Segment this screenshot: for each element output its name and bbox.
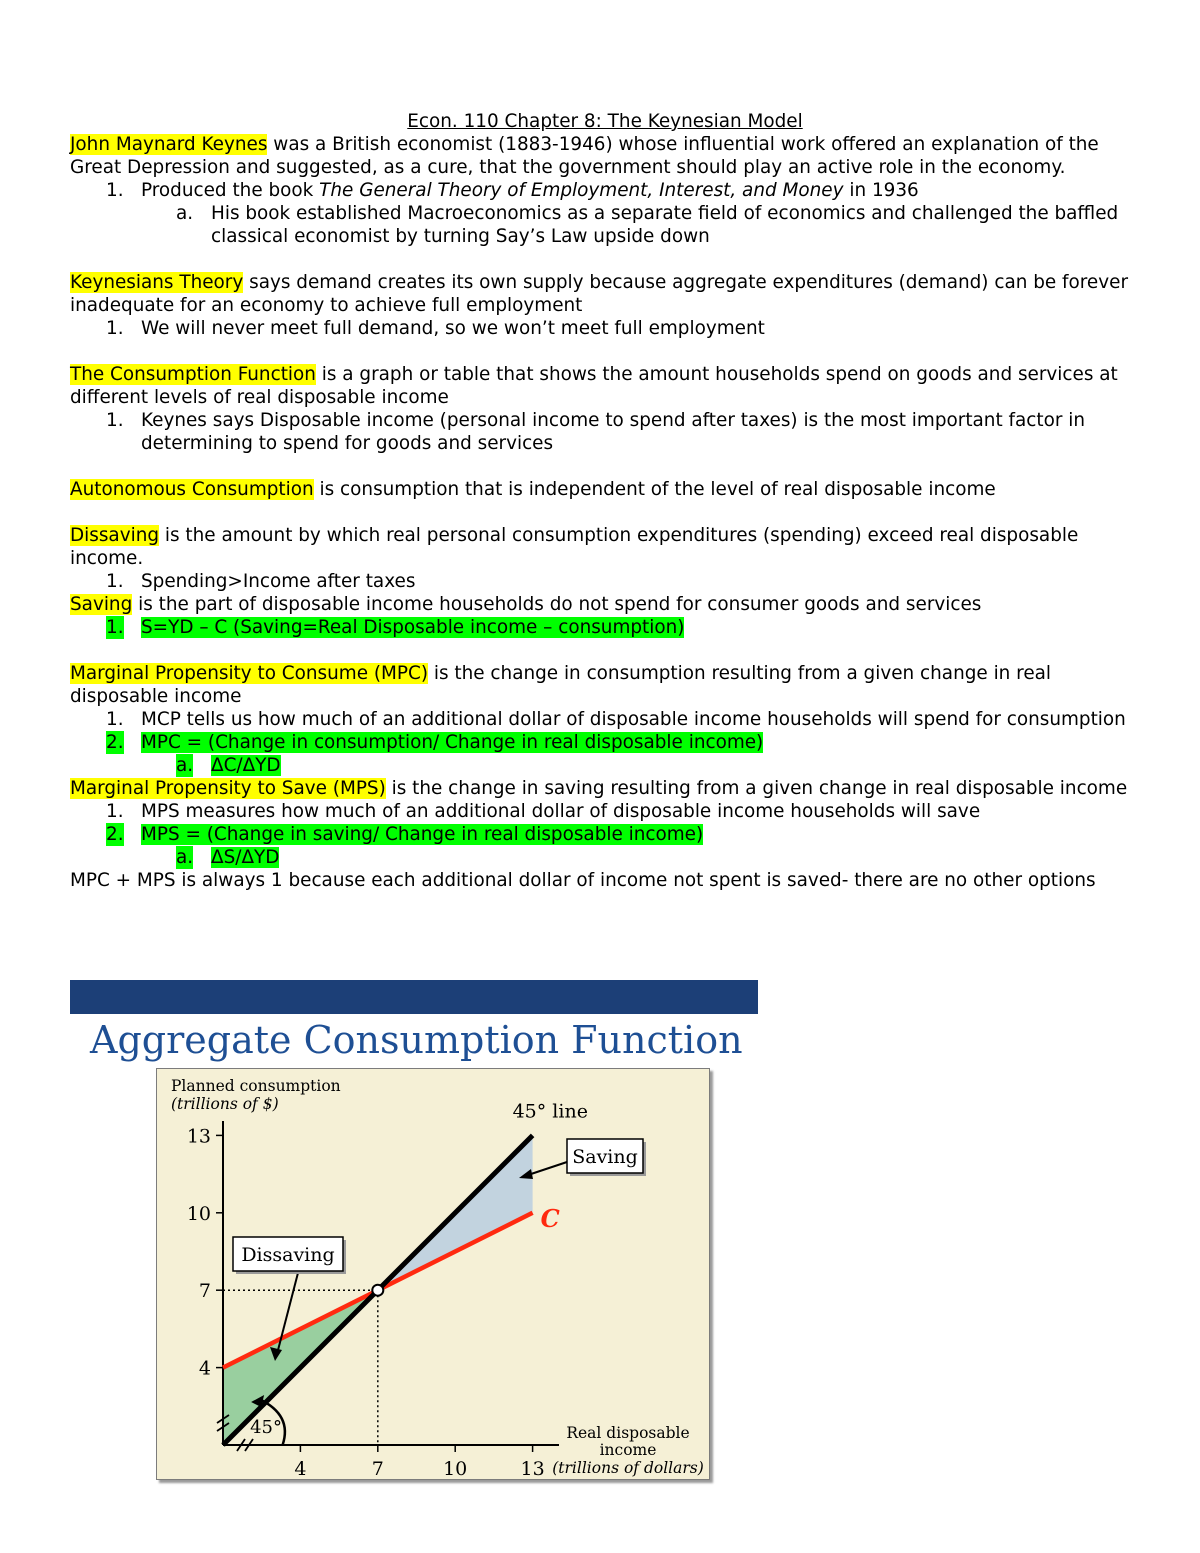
series-label-c: C [540, 1203, 560, 1233]
list-text: We will never meet full demand, so we won’t meet full employment [141, 318, 765, 339]
y-tick-label: 13 [186, 1125, 211, 1148]
list-item [70, 179, 1140, 202]
list-marker: 2. [106, 824, 124, 845]
x-tick-label: 10 [443, 1458, 468, 1479]
list-marker: a. [176, 755, 194, 776]
document-body [70, 110, 1140, 892]
term-autonomous: Autonomous Consumption [70, 479, 314, 500]
consumption-function-figure [70, 980, 760, 1500]
list-text: MPS = (Change in saving/ Change in real disposable income) [141, 824, 704, 845]
y-tick-label: 10 [186, 1202, 211, 1225]
list-text: Keynes says Disposable income (personal income to spend after taxes) is the most important factor in determining to spend for goods and services [141, 410, 1086, 454]
list-text: Spending>Income after taxes [141, 571, 416, 592]
list-text: MCP tells us how much of an additional dollar of disposable income households will spend for consumption [141, 709, 1126, 730]
list-item [70, 616, 1140, 639]
list-marker: 2. [106, 732, 124, 753]
list-item [70, 846, 1140, 869]
consumption-function-text: is a graph or table that shows the amount households spend on goods and services at different levels of real disposable income [70, 364, 1118, 408]
mpc-text: is the change in consumption resulting from a given change in real disposable income [70, 663, 1052, 707]
x-tick-label: 4 [294, 1458, 307, 1479]
paragraph-mps [70, 777, 1140, 800]
list-marker: a. [176, 203, 194, 224]
list-item [70, 202, 1140, 248]
list-text: ΔC/ΔYD [211, 755, 281, 776]
paragraph-dissaving [70, 524, 1140, 570]
list-item [70, 800, 1140, 823]
keynesians-text: says demand creates its own supply because aggregate expenditures (demand) can be forever inadequate for an economy to achieve full employment [70, 272, 1128, 316]
list-marker: 1. [106, 571, 124, 592]
dissaving-annotation-label: Dissaving [241, 1244, 335, 1266]
list-text: ΔS/ΔYD [211, 847, 280, 868]
paragraph-consumption-function [70, 363, 1140, 409]
paragraph-saving [70, 593, 1140, 616]
x-tick-label: 7 [371, 1458, 384, 1479]
saving-annotation-label: Saving [572, 1146, 638, 1168]
series-label-45: 45° line [512, 1100, 588, 1123]
keynes-text: was a British economist (1883-1946) whose influential work offered an explanation of the Great Depression and suggested, as a cure, that the government should play an active role in the economy. [70, 134, 1099, 178]
list-marker: 1. [106, 180, 124, 201]
x-axis-unit: (trillions of dollars) [552, 1459, 704, 1477]
term-keynesians: Keynesians Theory [70, 272, 244, 293]
term-saving: Saving [70, 594, 133, 615]
y-axis-unit: (trillions of $) [171, 1095, 279, 1113]
term-keynes: John Maynard Keynes [70, 134, 268, 155]
term-dissaving: Dissaving [70, 525, 160, 546]
list-marker: 1. [106, 318, 124, 339]
list-item [70, 823, 1140, 846]
x-axis-label-line2: income [599, 1441, 657, 1459]
y-axis-label: Planned consumption [171, 1077, 341, 1095]
list-text: Produced the book [141, 180, 320, 201]
title-band [70, 980, 758, 1014]
y-tick-label: 7 [198, 1280, 211, 1303]
paragraph-autonomous [70, 478, 1140, 501]
list-item [70, 317, 1140, 340]
book-title: The General Theory of Employment, Interest, and Money [319, 180, 844, 201]
intersection-point [372, 1285, 383, 1296]
paragraph-mpc [70, 662, 1140, 708]
saving-text: is the part of disposable income households do not spend for consumer goods and services [132, 594, 982, 615]
list-item [70, 708, 1140, 731]
list-item [70, 731, 1140, 754]
list-marker: a. [176, 847, 194, 868]
paragraph-keynesians [70, 271, 1140, 317]
chart-panel [156, 1068, 710, 1480]
list-item [70, 570, 1140, 593]
dissaving-text: is the amount by which real personal consumption expenditures (spending) exceed real disposable income. [70, 525, 1079, 569]
list-text: in 1936 [843, 180, 919, 201]
list-text: MPS measures how much of an additional dollar of disposable income households will save [141, 801, 981, 822]
term-mps: Marginal Propensity to Save (MPS) [70, 778, 386, 799]
list-text: S=YD – C (Saving=Real Disposable income – consumption) [141, 617, 685, 638]
x-tick-label: 13 [520, 1458, 545, 1479]
list-marker: 1. [106, 410, 124, 431]
list-marker: 1. [106, 801, 124, 822]
list-text: MPC = (Change in consumption/ Change in real disposable income) [141, 732, 764, 753]
y-tick-label: 4 [198, 1357, 211, 1380]
term-consumption-function: The Consumption Function [70, 364, 316, 385]
autonomous-text: is consumption that is independent of the level of real disposable income [313, 479, 996, 500]
paragraph-closing: MPC + MPS is always 1 because each additional dollar of income not spent is saved- there are no other options [70, 870, 1096, 891]
list-item [70, 754, 1140, 777]
list-text: His book established Macroeconomics as a separate field of economics and challenged the baffled classical economist by turning Say’s Law upside down [211, 203, 1119, 247]
consumption-chart [157, 1069, 709, 1479]
page-title: Econ. 110 Chapter 8: The Keynesian Model [407, 111, 803, 132]
paragraph-keynes [70, 133, 1140, 179]
list-marker: 1. [106, 709, 124, 730]
term-mpc: Marginal Propensity to Consume (MPC) [70, 663, 429, 684]
x-axis-label-line1: Real disposable [566, 1424, 690, 1442]
angle-label: 45° [250, 1417, 282, 1438]
list-marker: 1. [106, 617, 124, 638]
mps-text: is the change in saving resulting from a given change in real disposable income [385, 778, 1128, 799]
figure-title: Aggregate Consumption Function [90, 1018, 743, 1062]
list-item [70, 409, 1140, 455]
